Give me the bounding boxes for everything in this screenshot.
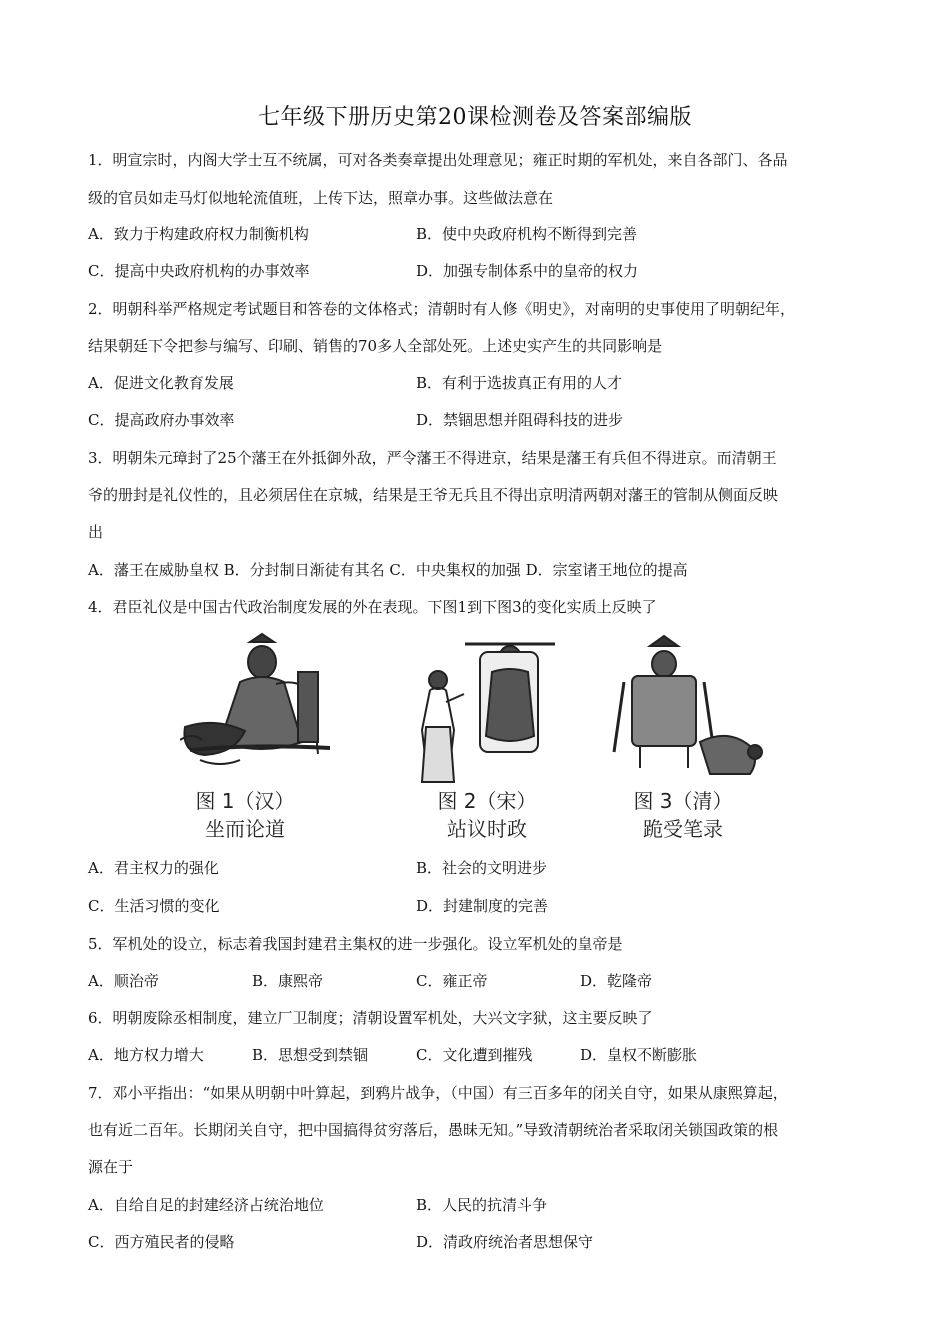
q5-option-b: B．康熙帝 (252, 972, 324, 990)
figure-3-caption-title: 图 3（清） (633, 789, 733, 813)
q1-option-d: D．加强专制体系中的皇帝的权力 (416, 262, 639, 280)
q1-option-a: A．致力于构建政府权力制衡机构 (88, 225, 309, 243)
figure-3-caption-desc: 跪受笔录 (643, 817, 723, 841)
q2-stem-line-2: 结果朝廷下令把参与编写、印刷、销售的70多人全部处死。上述史实产生的共同影响是 (88, 337, 663, 355)
q6-option-c: C．文化遭到摧残 (416, 1046, 533, 1064)
q2-option-d: D．禁锢思想并阻碍科技的进步 (416, 411, 624, 429)
q3-stem-line-3: 出 (88, 523, 104, 541)
page-title: 七年级下册历史第20课检测卷及答案部编版 (258, 105, 692, 130)
q7-option-d: D．清政府统治者思想保守 (416, 1233, 594, 1251)
q4-option-b: B．社会的文明进步 (416, 859, 548, 877)
q5-option-d: D．乾隆帝 (580, 972, 653, 990)
figure-2-caption-title: 图 2（宋） (437, 789, 537, 813)
qing-illustration (614, 636, 762, 774)
q4-option-a: A．君主权力的强化 (88, 859, 219, 877)
q3-stem-line-1: 3．明朝朱元璋封了25个藩王在外抵御外敌，严令藩王不得进京，结果是藩王有兵但不得进京。而清朝王 (88, 449, 777, 467)
q7-stem-line-2: 也有近二百年。长期闭关自守，把中国搞得贫穷落后，愚昧无知。”导致清朝统治者采取闭关锁国政策的根 (88, 1121, 779, 1139)
q3-options: A．藩王在威胁皇权 B．分封制日渐徒有其名 C．中央集权的加强 D．宗室诸王地位的提高 (88, 561, 688, 579)
q7-stem-line-3: 源在于 (88, 1158, 134, 1176)
q5-stem: 5．军机处的设立，标志着我国封建君主集权的进一步强化。设立军机处的皇帝是 (88, 935, 623, 953)
figure-1-caption-desc: 坐而论道 (205, 817, 285, 841)
q2-stem-line-1: 2．明朝科举严格规定考试题目和答卷的文体格式；清朝时有人修《明史》，对南明的史事使用了明朝纪年， (88, 300, 796, 318)
q4-option-d: D．封建制度的完善 (416, 897, 549, 915)
q7-option-a: A．自给自足的封建经济占统治地位 (88, 1196, 324, 1214)
q1-stem-line-1: 1．明宣宗时，内阁大学士互不统属，可对各类奏章提出处理意见；雍正时期的军机处，来自各部门、各品 (88, 151, 788, 169)
q3-stem-line-2: 爷的册封是礼仪性的，且必须居住在京城，结果是王爷无兵且不得出京明清两朝对藩王的管制从侧面反映 (88, 486, 779, 504)
q6-option-a: A．地方权力增大 (88, 1046, 204, 1064)
q4-stem: 4．君臣礼仪是中国古代政治制度发展的外在表现。下图1到下图3的变化实质上反映了 (88, 598, 657, 616)
q2-option-b: B．有利于选拔真正有用的人才 (416, 374, 623, 392)
han-illustration (180, 634, 330, 764)
q7-stem-line-1: 7．邓小平指出：“如果从明朝中叶算起，到鸦片战争，（中国）有三百多年的闭关自守，如果从康熙算起， (88, 1084, 788, 1102)
q2-option-c: C．提高政府办事效率 (88, 411, 235, 429)
q6-option-d: D．皇权不断膨胀 (580, 1046, 698, 1064)
q4-option-c: C．生活习惯的变化 (88, 897, 220, 915)
q7-option-b: B．人民的抗清斗争 (416, 1196, 548, 1214)
q6-stem: 6．明朝废除丞相制度，建立厂卫制度；清朝设置军机处，大兴文字狱，这主要反映了 (88, 1009, 653, 1027)
q1-option-c: C．提高中央政府机构的办事效率 (88, 262, 310, 280)
figure-1-caption-title: 图 1（汉） (195, 789, 295, 813)
etiquette-figure (180, 632, 770, 850)
q7-option-c: C．西方殖民者的侵略 (88, 1233, 235, 1251)
q5-option-a: A．顺治帝 (88, 972, 159, 990)
figure-2-caption-desc: 站议时政 (447, 817, 527, 841)
q5-option-c: C．雍正帝 (416, 972, 488, 990)
q2-option-a: A．促进文化教育发展 (88, 374, 234, 392)
song-illustration (422, 644, 555, 782)
q1-stem-line-2: 级的官员如走马灯似地轮流值班，上传下达，照章办事。这些做法意在 (88, 189, 554, 207)
q1-option-b: B．使中央政府机构不断得到完善 (416, 225, 638, 243)
q6-option-b: B．思想受到禁锢 (252, 1046, 369, 1064)
